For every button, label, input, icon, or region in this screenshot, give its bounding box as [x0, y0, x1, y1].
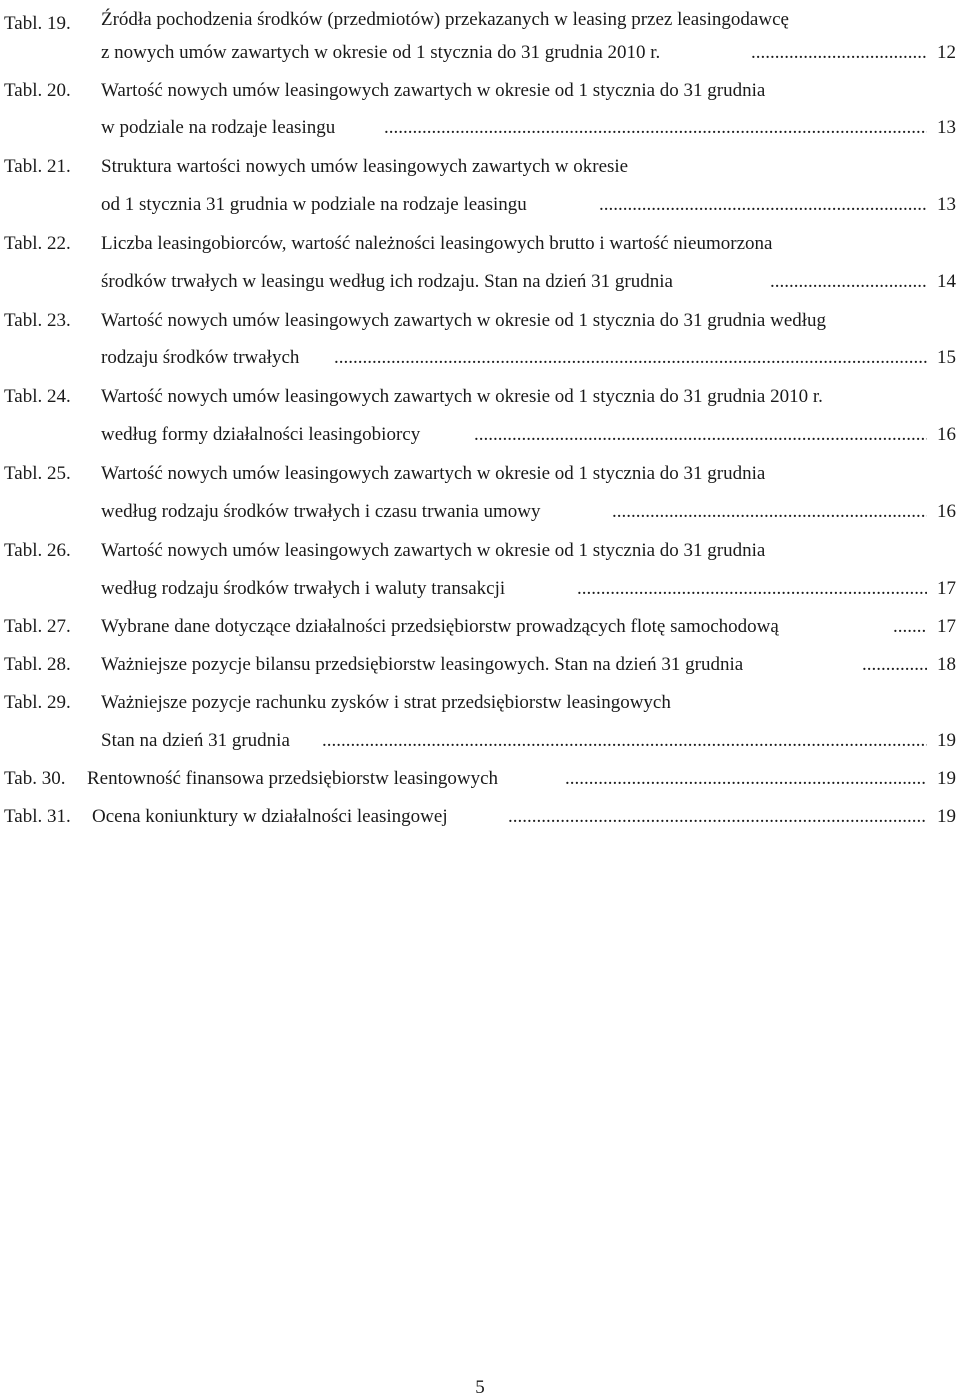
toc-entry-title: według formy działalności leasingobiorcy	[101, 424, 421, 445]
toc-entry-label: Tabl. 31.	[4, 806, 71, 827]
toc-leader	[862, 653, 927, 677]
toc-leader	[893, 615, 927, 639]
toc-entry-title: Ocena koniunktury w działalności leasingowej	[92, 806, 448, 827]
toc-entry-label: Tabl. 29.	[4, 692, 71, 713]
toc-entry-page: 13	[937, 194, 956, 215]
toc-entry-title: Rentowność finansowa przedsiębiorstw leasingowych	[87, 768, 499, 789]
toc-entry-page: 17	[937, 616, 956, 637]
toc-entry-label: Tabl. 26.	[4, 540, 71, 561]
toc-entry-label: Tabl. 24.	[4, 386, 71, 407]
toc-entry-title: Ważniejsze pozycje rachunku zysków i strat przedsiębiorstw leasingowych	[101, 692, 671, 713]
toc-entry-page: 18	[937, 654, 956, 675]
toc-entry-title: Ważniejsze pozycje bilansu przedsiębiorstw leasingowych. Stan na dzień 31 grudnia	[101, 654, 744, 675]
toc-entry-label: Tabl. 21.	[4, 156, 71, 177]
toc-entry-title: Struktura wartości nowych umów leasingowych zawartych w okresie	[101, 156, 629, 177]
toc-entry-title: Wartość nowych umów leasingowych zawartych w okresie od 1 stycznia do 31 grudnia	[101, 463, 766, 484]
toc-entry-page: 13	[937, 117, 956, 138]
toc-entry-label: Tab. 30.	[4, 768, 66, 789]
toc-leader	[770, 270, 927, 294]
toc-entry-title: Wartość nowych umów leasingowych zawartych w okresie od 1 stycznia do 31 grudnia	[101, 80, 766, 101]
toc-entry-label: Tabl. 25.	[4, 463, 71, 484]
toc-entry-label: Tabl. 19.	[4, 13, 71, 34]
toc-entry-title: rodzaju środków trwałych	[101, 347, 300, 368]
toc-entry-page: 16	[937, 501, 956, 522]
toc-leader	[334, 346, 927, 370]
toc-entry-page: 12	[937, 42, 956, 63]
toc-entry-title: Liczba leasingobiorców, wartość należności leasingowych brutto i wartość nieumorzona	[101, 233, 773, 254]
toc-entry-title: Wybrane dane dotyczące działalności przedsiębiorstw prowadzących flotę samochodową	[101, 616, 779, 637]
toc-leader	[577, 577, 927, 601]
toc-entry-label: Tabl. 20.	[4, 80, 71, 101]
toc-entry-page: 15	[937, 347, 956, 368]
toc-entry-title: z nowych umów zawartych w okresie od 1 stycznia do 31 grudnia 2010 r.	[101, 42, 661, 63]
toc-entry-title: Stan na dzień 31 grudnia	[101, 730, 290, 751]
toc-entry-title: Wartość nowych umów leasingowych zawartych w okresie od 1 stycznia do 31 grudnia 2010 r.	[101, 386, 823, 407]
toc-entry-title: według rodzaju środków trwałych i czasu trwania umowy	[101, 501, 541, 522]
toc-entry-page: 17	[937, 578, 956, 599]
toc-leader	[751, 41, 927, 65]
toc-leader	[508, 805, 927, 829]
page-number: 5	[475, 1377, 485, 1398]
toc-leader	[612, 500, 927, 524]
toc-entry-label: Tabl. 22.	[4, 233, 71, 254]
toc-entry-title: w podziale na rodzaje leasingu	[101, 117, 336, 138]
toc-entry-page: 19	[937, 730, 956, 751]
toc-entry-label: Tabl. 27.	[4, 616, 71, 637]
toc-entry-page: 16	[937, 424, 956, 445]
toc-entry-title: Źródła pochodzenia środków (przedmiotów) przekazanych w leasing przez leasingodawcę	[101, 9, 789, 30]
toc-entry-page: 19	[937, 806, 956, 827]
toc-leader	[384, 116, 927, 140]
toc-leader	[565, 767, 927, 791]
toc-entry-label: Tabl. 28.	[4, 654, 71, 675]
toc-entry-title: według rodzaju środków trwałych i waluty transakcji	[101, 578, 506, 599]
toc-entry-title: od 1 stycznia 31 grudnia w podziale na rodzaje leasingu	[101, 194, 527, 215]
toc-entry-title: Wartość nowych umów leasingowych zawartych w okresie od 1 stycznia do 31 grudnia według	[101, 310, 827, 331]
toc-entry-page: 19	[937, 768, 956, 789]
toc-leader	[474, 423, 927, 447]
toc-entry-title: Wartość nowych umów leasingowych zawartych w okresie od 1 stycznia do 31 grudnia	[101, 540, 766, 561]
toc-entry-title: środków trwałych w leasingu według ich rodzaju. Stan na dzień 31 grudnia	[101, 271, 673, 292]
toc-leader	[322, 729, 927, 753]
toc-leader	[599, 193, 927, 217]
toc-entry-page: 14	[937, 271, 956, 292]
toc-entry-label: Tabl. 23.	[4, 310, 71, 331]
